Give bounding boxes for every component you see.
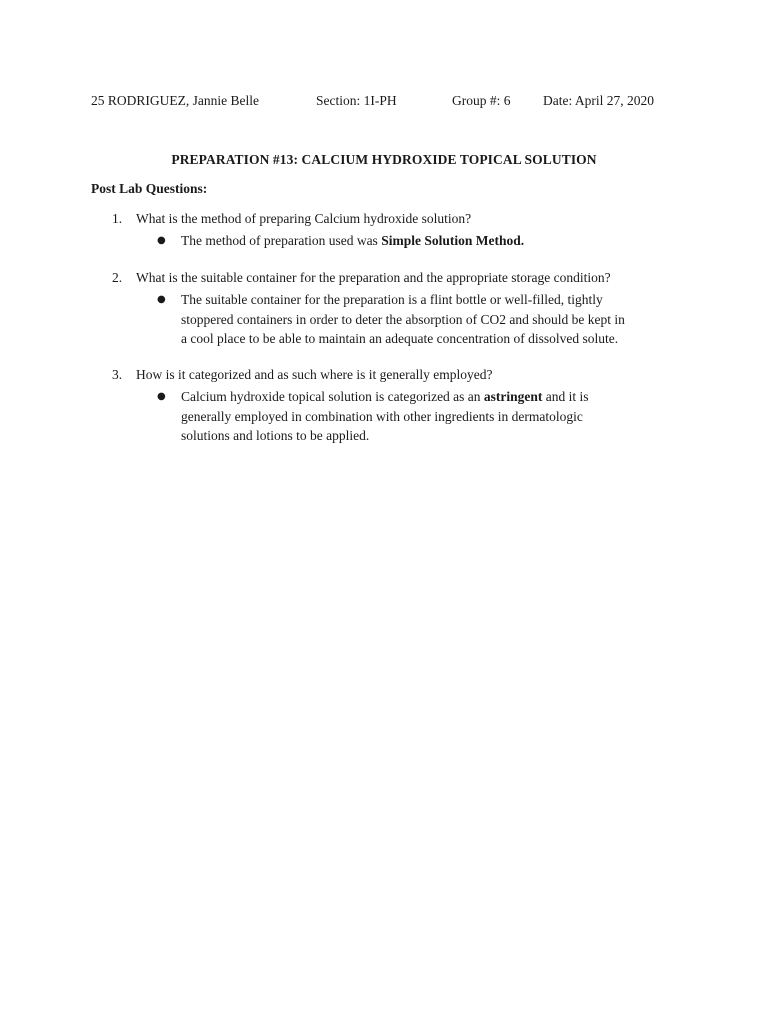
answer-line: stoppered containers in order to deter the absorption of CO2 and should be kept in xyxy=(181,311,625,327)
answer-text-part: The method of preparation used was xyxy=(181,233,382,248)
question-number: 1. xyxy=(112,211,123,226)
question-text: What is the suitable container for the preparation and the appropriate storage condition? xyxy=(136,270,611,285)
answer-text xyxy=(181,231,691,251)
question-number: 3. xyxy=(112,367,123,382)
answer-bold-text: Simple Solution Method. xyxy=(381,233,525,248)
student-info-header xyxy=(91,93,691,111)
answer-text xyxy=(181,387,691,446)
post-lab-heading: Post Lab Questions: xyxy=(91,181,208,196)
answer-line: The suitable container for the preparation is a flint bottle or well-filled, tightly xyxy=(181,292,603,307)
answer-line: generally employed in combination with other ingredients in dermatologic xyxy=(181,408,583,424)
answer-line xyxy=(181,387,691,407)
answer-line: solutions and lotions to be applied. xyxy=(181,428,370,443)
bullet-icon: ● xyxy=(157,391,166,402)
student-name: 25 RODRIGUEZ, Jannie Belle xyxy=(91,93,259,108)
answer-text xyxy=(181,290,691,349)
answer-line: a cool place to be able to maintain an adequate concentration of dissolved solute. xyxy=(181,331,619,346)
document-title: PREPARATION #13: CALCIUM HYDROXIDE TOPICAL SOLUTION xyxy=(171,152,597,167)
answer-text-part: and it is xyxy=(542,389,589,404)
group-label: Group #: 6 xyxy=(452,93,511,108)
question-text: How is it categorized and as such where is it generally employed? xyxy=(136,367,493,382)
answer-text-part: Calcium hydroxide topical solution is categorized as an xyxy=(181,389,484,404)
date-label: Date: April 27, 2020 xyxy=(543,93,654,108)
bullet-icon: ● xyxy=(157,294,166,305)
answer-bold-text: astringent xyxy=(483,389,543,404)
question-number: 2. xyxy=(112,270,123,285)
bullet-icon: ● xyxy=(157,235,166,246)
question-text: What is the method of preparing Calcium hydroxide solution? xyxy=(136,211,472,226)
section-label: Section: 1I-PH xyxy=(316,93,397,108)
